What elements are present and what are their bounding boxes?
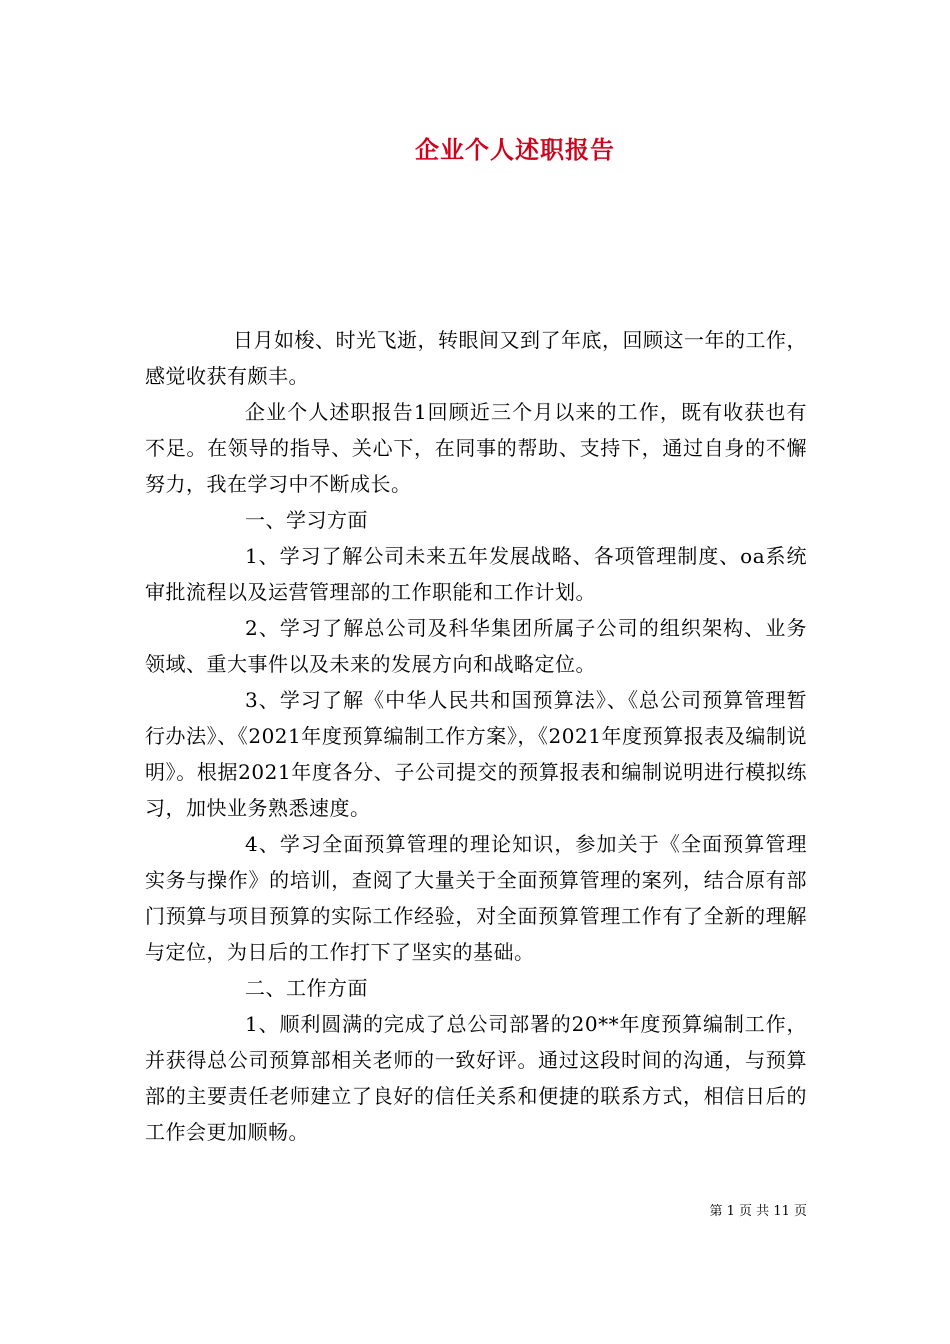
list-item-study-1: 1、学习了解公司未来五年发展战略、各项管理制度、oa系统审批流程以及运营管理部的工作职能和工作计划。 <box>145 544 807 604</box>
list-item-study-4: 4、学习全面预算管理的理论知识，参加关于《全面预算管理实务与操作》的培训，查阅了大量关于全面预算管理的案列，结合原有部门预算与项目预算的实际工作经验，对全面预算管理工作有了全新的理解与定位，为日后的工作打下了坚实的基础。 <box>145 832 807 964</box>
list-item-study-2: 2、学习了解总公司及科华集团所属子公司的组织架构、业务领域、重大事件以及未来的发展方向和战略定位。 <box>145 616 807 676</box>
paragraph-intro: 日月如梭、时光飞逝，转眼间又到了年底，回顾这一年的工作，感觉收获有颇丰。 <box>145 328 807 388</box>
document-body <box>145 322 807 1150</box>
document-title: 企业个人述职报告 <box>415 135 615 164</box>
paragraph-opening: 企业个人述职报告1回顾近三个月以来的工作，既有收获也有不足。在领导的指导、关心下，在同事的帮助、支持下，通过自身的不懈努力，我在学习中不断成长。 <box>145 400 807 496</box>
list-item-work-1: 1、顺利圆满的完成了总公司部署的20**年度预算编制工作，并获得总公司预算部相关老师的一致好评。通过这段时间的沟通，与预算部的主要责任老师建立了良好的信任关系和便捷的联系方式，相信日后的工作会更加顺畅。 <box>145 1012 807 1144</box>
list-item-study-3: 3、学习了解《中华人民共和国预算法》、《总公司预算管理暂行办法》、《2021年度预算编制工作方案》，《2021年度预算报表及编制说明》。根据2021年度各分、子公司提交的预算报表和编制说明进行模拟练习，加快业务熟悉速度。 <box>145 688 807 820</box>
section-heading-study: 一、学习方面 <box>245 508 368 532</box>
page-number: 第 1 页 共 11 页 <box>709 1204 807 1219</box>
section-heading-work: 二、工作方面 <box>245 976 368 1000</box>
